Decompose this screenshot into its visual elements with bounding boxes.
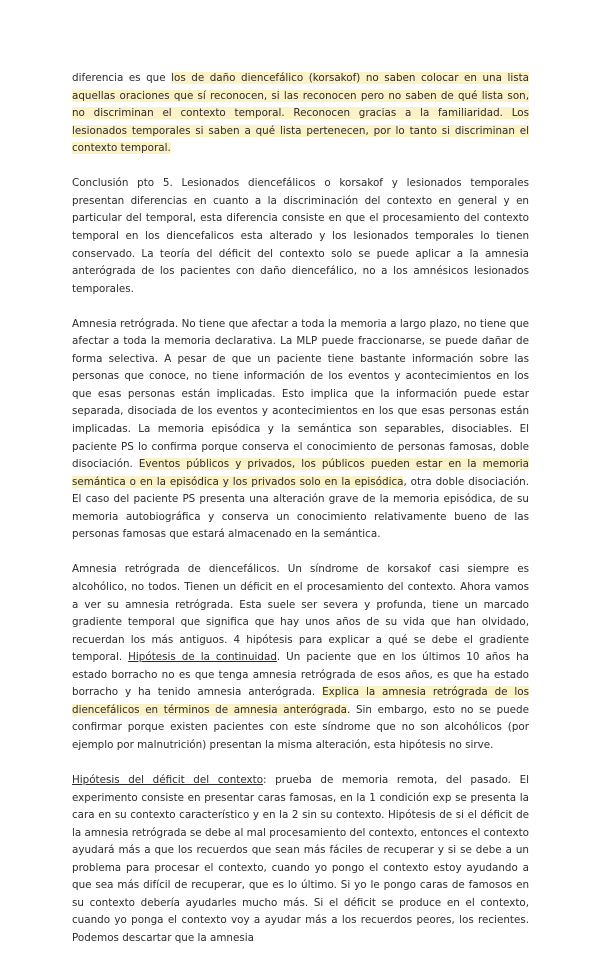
text-span: Conclusión pto 5. Lesionados diencefálicos o korsakof y lesionados temporales presentan diferencias en cuanto a la discriminación del contexto en general y en particular del temporal, esta diferencia consiste en que el procesamiento del contexto temporal en los diencefalicos esta alterado y los lesionados temporales lo tienen conservado. La teoría del déficit del contexto solo se puede aplicar a la amnesia anterógrada de los pacientes con daño diencefálico, no a los amnésicos lesionados temporales. [72,177,529,295]
highlighted-text: Explica la amnesia retrógrada de los diencefálicos en términos de amnesia anterógrada [72,686,529,716]
paragraph-context-deficit [72,772,529,947]
document-page [72,70,529,965]
text-span: , otra doble disociación. El caso del paciente PS presenta una alteración grave de la memoria episódica, de su memoria autobiográfica y conserva un conocimiento relativamente bueno de las personas famosas que estará almacenado en la semántica. [72,475,529,541]
paragraph-conclusion [72,175,529,298]
highlighted-text: los de daño diencefálico (korsakof) no saben colocar en una lista aquellas oraciones que sí reconocen, si las reconocen pero no saben de qué lista son, no discriminan el contexto temporal. Reconocen gracias a la familiaridad. Los lesionados temporales si saben a qué lista pertenecen, por lo tanto si discriminan el contexto temporal. [72,72,529,155]
highlighted-text: Eventos públicos y privados, los públicos pueden estar en la memoria semántica o en la episódica y los privados solo en la episódica [72,458,529,488]
text-span: : prueba de memoria remota, del pasado. El experimento consiste en presentar caras famosas, en la 1 condición exp se presenta la cara en su contexto característico y en la 2 sin su contexto. Hipótesis de si el déficit de la amnesia retrógrada se debe al mal procesamiento del contexto, entonces el contexto ayudará más a que los recuerdos que sean más fáciles de recuperar y si se debe a un problema para procesar el contexto, cuando yo pongo el contexto estoy ayudando a que sea más difícil de recuperar, que es lo último. Si yo le pongo caras de famosos en su contexto debería ayudarles mucho más. Si el déficit se produce en el contexto, cuando yo ponga el contexto voy a ayudar más a los recuerdos peores, los recientes. Podemos descartar que la amnesia [72,774,529,944]
paragraph-diencephalic-retrograde [72,561,529,754]
text-span: . Sin embargo, esto no se puede confirmar porque existen pacientes con este síndrome que no son alcohólicos (por ejemplo por malnutrición) presentan la misma alteración, esta hipótesis no sirve. [72,703,529,751]
text-span: diferencia es que [72,72,172,84]
paragraph-korsakof-context [72,70,529,158]
paragraph-retrograde-amnesia [72,316,529,544]
underlined-heading-continuity: Hipótesis de la continuidad [128,651,277,664]
underlined-heading-context-deficit: Hipótesis del déficit del contexto [72,774,264,787]
text-span: . Un paciente que en los últimos 10 años ha estado borracho no es que tenga amnesia retrógrada de esos años, es que ha estado borracho y ha tenido amnesia anterógrada. [72,651,529,699]
text-span: Amnesia retrógrada. No tiene que afectar a toda la memoria a largo plazo, no tiene que afectar a toda la memoria declarativa. La MLP puede fraccionarse, se puede dañar de forma selectiva. A pesar de que un paciente tiene bastante información sobre las personas que conoce, no tiene información de los eventos y acontecimientos en los que esas personas están implicadas. Esto implica que la información puede estar separada, disociada de los eventos y acontecimientos en los que esas personas están implicadas. La memoria episódica y la semántica son separables, disociables. El paciente PS lo confirma porque conserva el conocimiento de personas famosas, doble disociación. [72,317,529,471]
text-span: Amnesia retrógrada de diencefálicos. Un síndrome de korsakof casi siempre es alcohólico, no todos. Tienen un déficit en el procesamiento del contexto. Ahora vamos a ver su amnesia retrógrada. Esta suele ser severa y profunda, tiene un marcado gradiente temporal que significa que hay unos años de su vida que han olvidado, recuerdan los más antiguos. 4 hipótesis para explicar a qué se debe el gradiente temporal. [72,563,529,664]
